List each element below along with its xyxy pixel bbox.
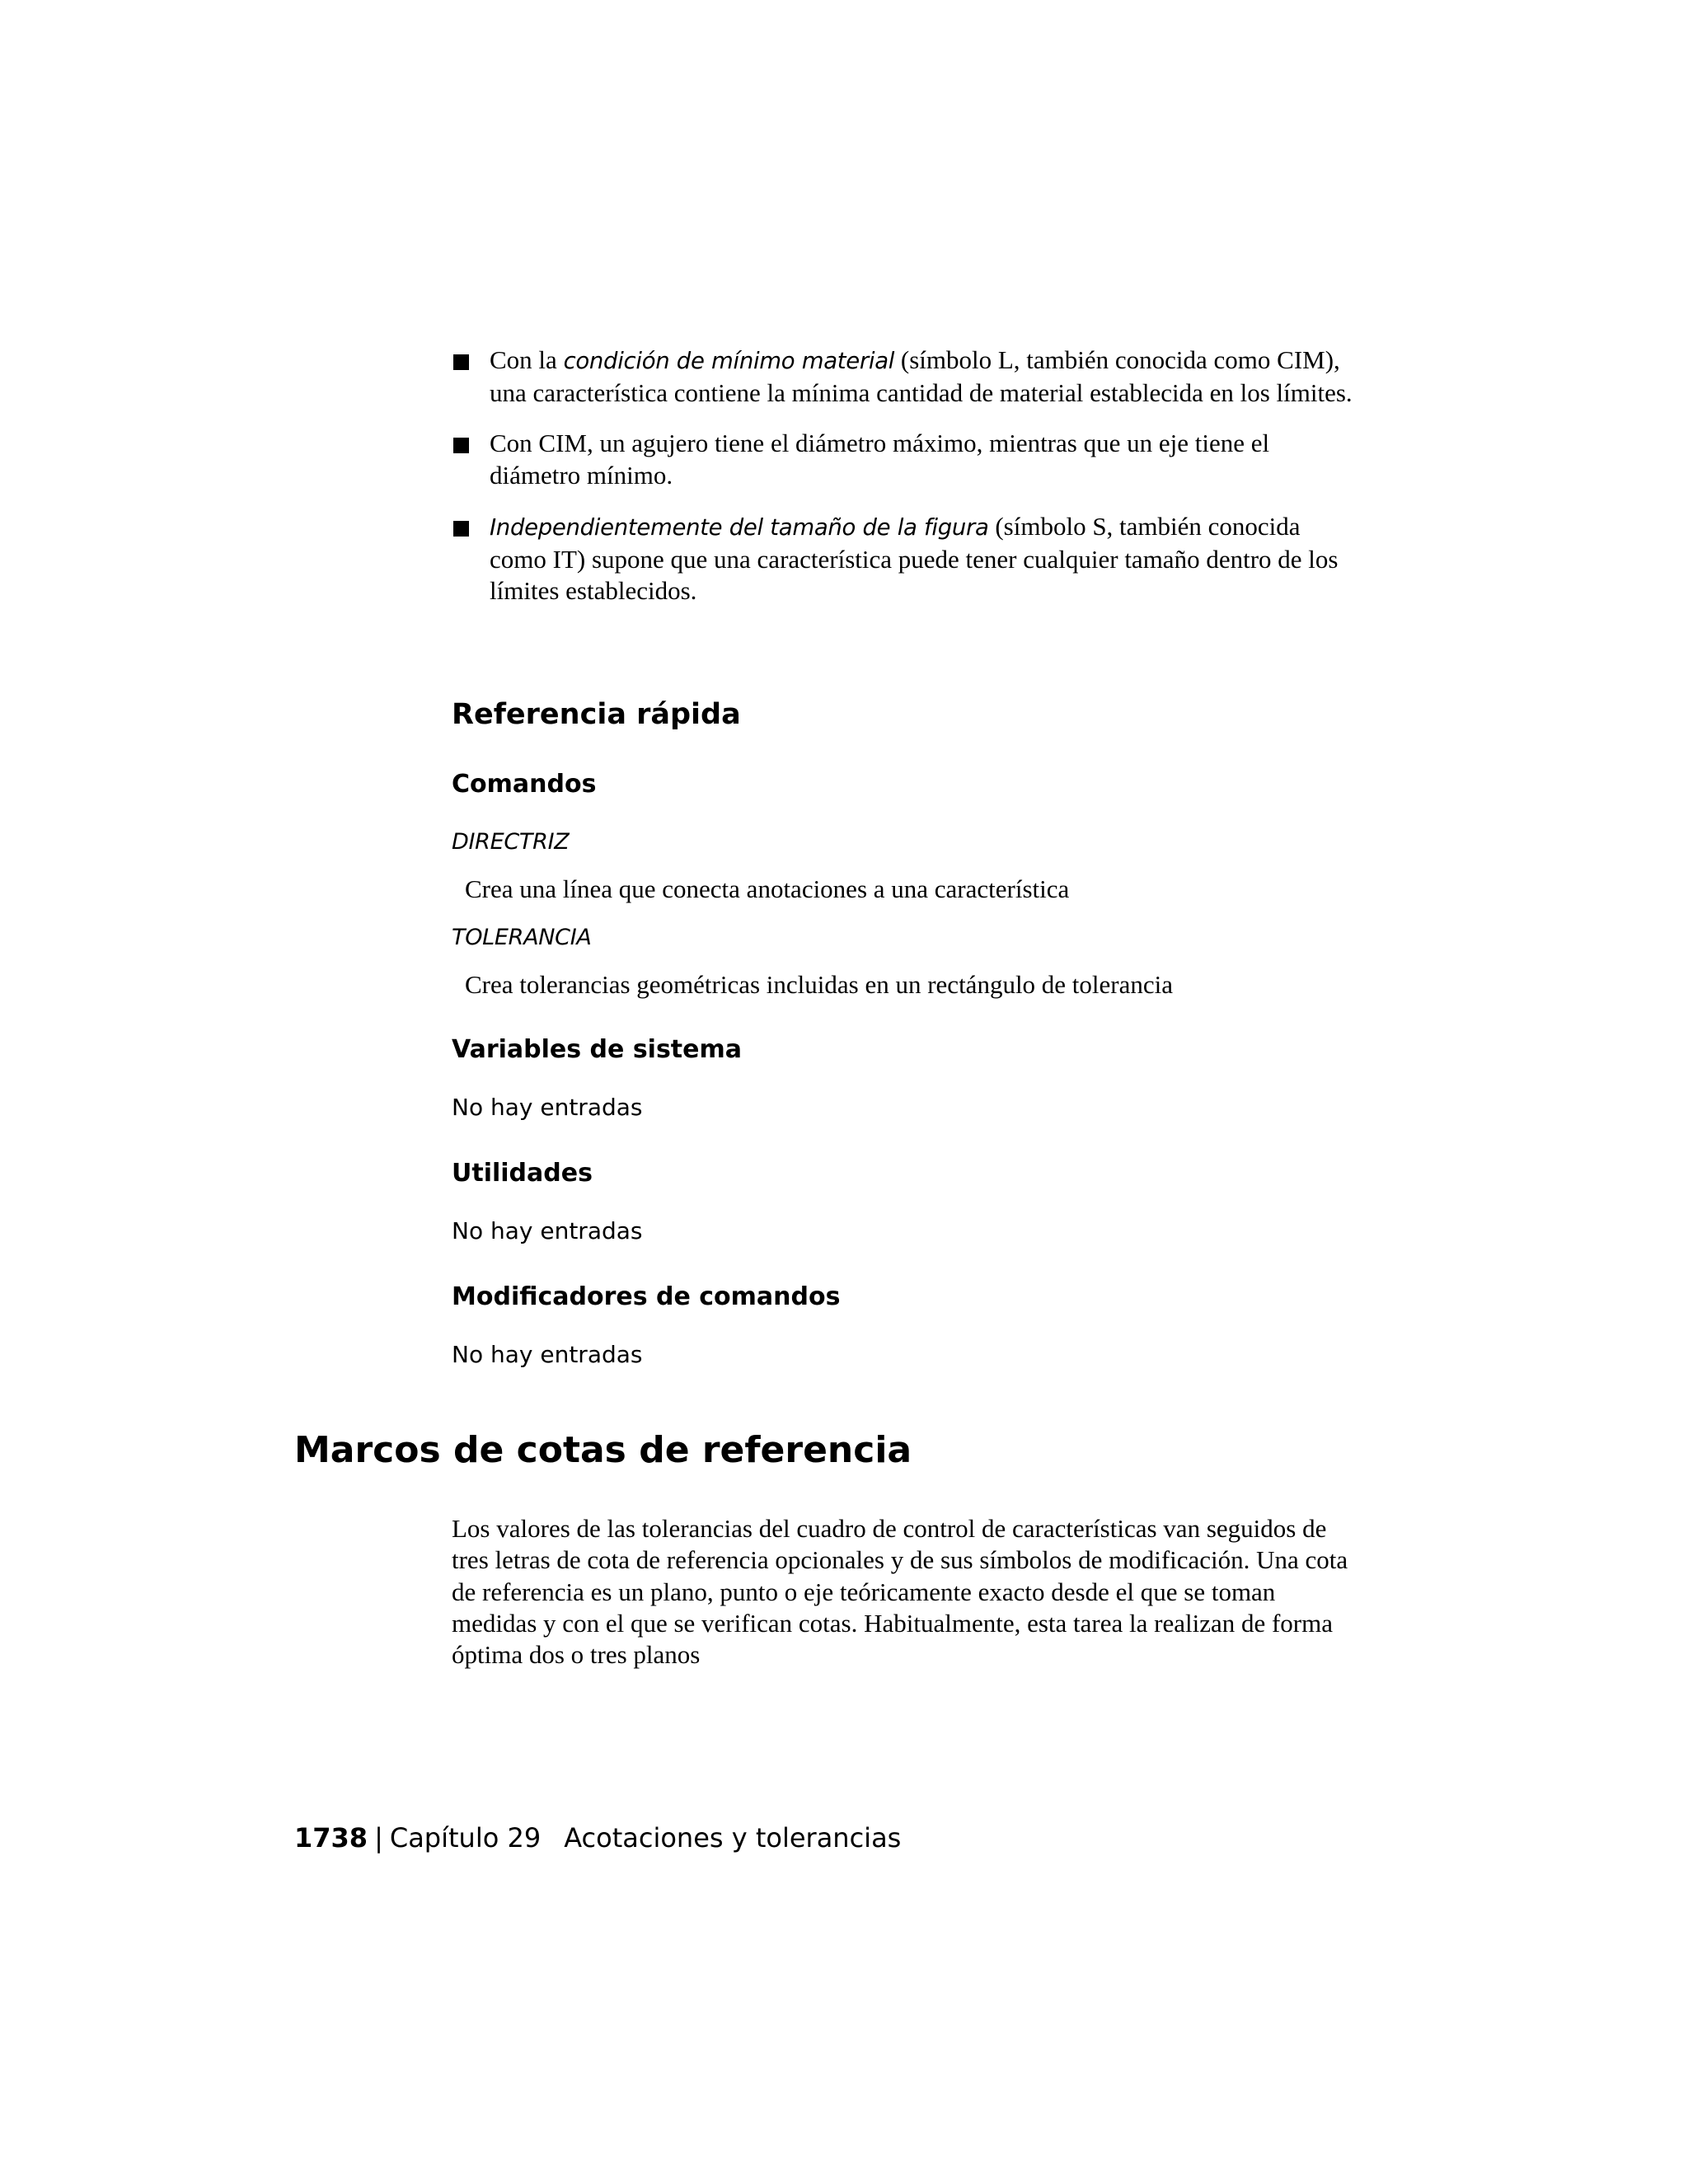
chapter-title: Acotaciones y tolerancias: [564, 1822, 902, 1854]
square-bullet-icon: [453, 438, 469, 453]
utilities-heading: Utilidades: [452, 1159, 593, 1188]
bullet-text-post: (símbolo L, también conocida como CIM), una característica contiene la mínima cantidad de material establecida en los límites.: [490, 345, 1353, 407]
commands-heading: Comandos: [452, 770, 597, 799]
command-name: TOLERANCIA: [452, 925, 592, 950]
square-bullet-icon: [453, 354, 469, 370]
bullet-item: [452, 428, 1358, 492]
bullet-text-emphasis: condición de mínimo material: [563, 348, 895, 374]
bullet-text-pre: Con CIM, un agujero tiene el diámetro máximo, mientras que un eje tiene el diámetro mínimo.: [490, 429, 1270, 490]
page-footer: [294, 1822, 902, 1854]
command-name: DIRECTRIZ: [452, 829, 570, 855]
bullet-text-emphasis: Independientemente del tamaño de la figura: [490, 514, 989, 541]
section-heading: Marcos de cotas de referencia: [294, 1429, 912, 1471]
command-description: Crea tolerancias geométricas incluidas en un rectángulo de tolerancia: [465, 970, 1174, 999]
bullet-text-pre: Con la: [490, 345, 564, 374]
section-paragraph: Los valores de las tolerancias del cuadro de control de características van seguidos de tres letras de cota de referencia opcionales y de sus símbolos de modificación. Una cota de referencia es un plano, punto o eje teóricamente exacto desde el que se toman medidas y con el que se verifican cotas. Habitualmente, esta tarea la realizan de forma óptima dos o tres planos: [452, 1514, 1348, 1670]
bullet-item: [452, 511, 1358, 607]
quick-reference-heading: Referencia rápida: [452, 698, 741, 731]
square-bullet-icon: [453, 521, 469, 537]
footer-separator: |: [374, 1822, 383, 1854]
command-modifiers-text: No hay entradas: [452, 1341, 643, 1368]
bullet-text-post: (símbolo S, también conocida como IT) supone que una característica puede tener cualquier tamaño dentro de los límites establecidos.: [490, 512, 1339, 605]
utilities-text: No hay entradas: [452, 1217, 643, 1244]
page-number: 1738: [294, 1822, 368, 1854]
system-variables-text: No hay entradas: [452, 1094, 643, 1121]
bullet-item: [452, 344, 1358, 409]
chapter-label: Capítulo 29: [389, 1822, 542, 1854]
command-modifiers-heading: Modificadores de comandos: [452, 1282, 841, 1311]
bullet-list: [452, 344, 1358, 626]
system-variables-heading: Variables de sistema: [452, 1035, 743, 1064]
command-description: Crea una línea que conecta anotaciones a una característica: [465, 874, 1070, 903]
